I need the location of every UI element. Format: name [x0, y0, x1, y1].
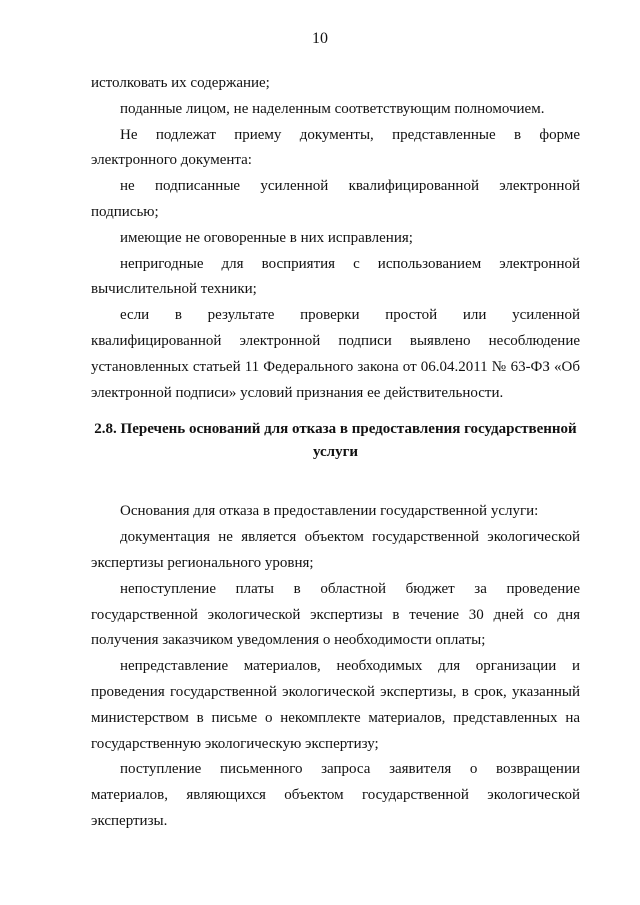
paragraph: не подписанные усиленной квалифицированной электронной подписью;: [91, 178, 580, 220]
paragraph: Основания для отказа в предоставлении государственной услуги:: [120, 503, 539, 520]
paragraph: поступление письменного запроса заявителя о возвращении материалов, являющихся объектом государственной экологической экспертизы.: [91, 761, 580, 829]
paragraph: документация не является объектом государственной экологической экспертизы регионального уровня;: [91, 529, 580, 571]
document-body: [91, 71, 580, 835]
paragraph: Не подлежат приему документы, представленные в форме электронного документа:: [91, 126, 580, 169]
section-heading: 2.8. Перечень оснований для отказа в предоставления государственной услуги: [94, 421, 577, 461]
paragraph: имеющие не оговоренные в них исправления;: [120, 229, 413, 246]
paragraph: поданные лицом, не наделенным соответствующим полномочием.: [120, 100, 545, 117]
paragraph: если в результате проверки простой или усиленной квалифицированной электронной подписи выявлено несоблюдение установленных статьей 11 Федерального закона от 06.04.2011 № 63-ФЗ «Об электронной подписи» условий признания ее действительности.: [91, 307, 580, 401]
paragraph: истолковать их содержание;: [91, 75, 270, 91]
paragraph: непредставление материалов, необходимых для организации и проведения государственной экологической экспертизы, в срок, указанный министерством в письме о некомплекте материалов, представленных на государственную экологическую экспертизу;: [91, 658, 580, 752]
page-number: 10: [312, 30, 328, 47]
paragraph: непоступление платы в областной бюджет за проведение государственной экологической экспертизы в течение 30 дней со дня получения заказчиком уведомления о необходимости оплаты;: [91, 580, 580, 649]
paragraph: непригодные для восприятия с использованием электронной вычислительной техники;: [91, 255, 580, 298]
